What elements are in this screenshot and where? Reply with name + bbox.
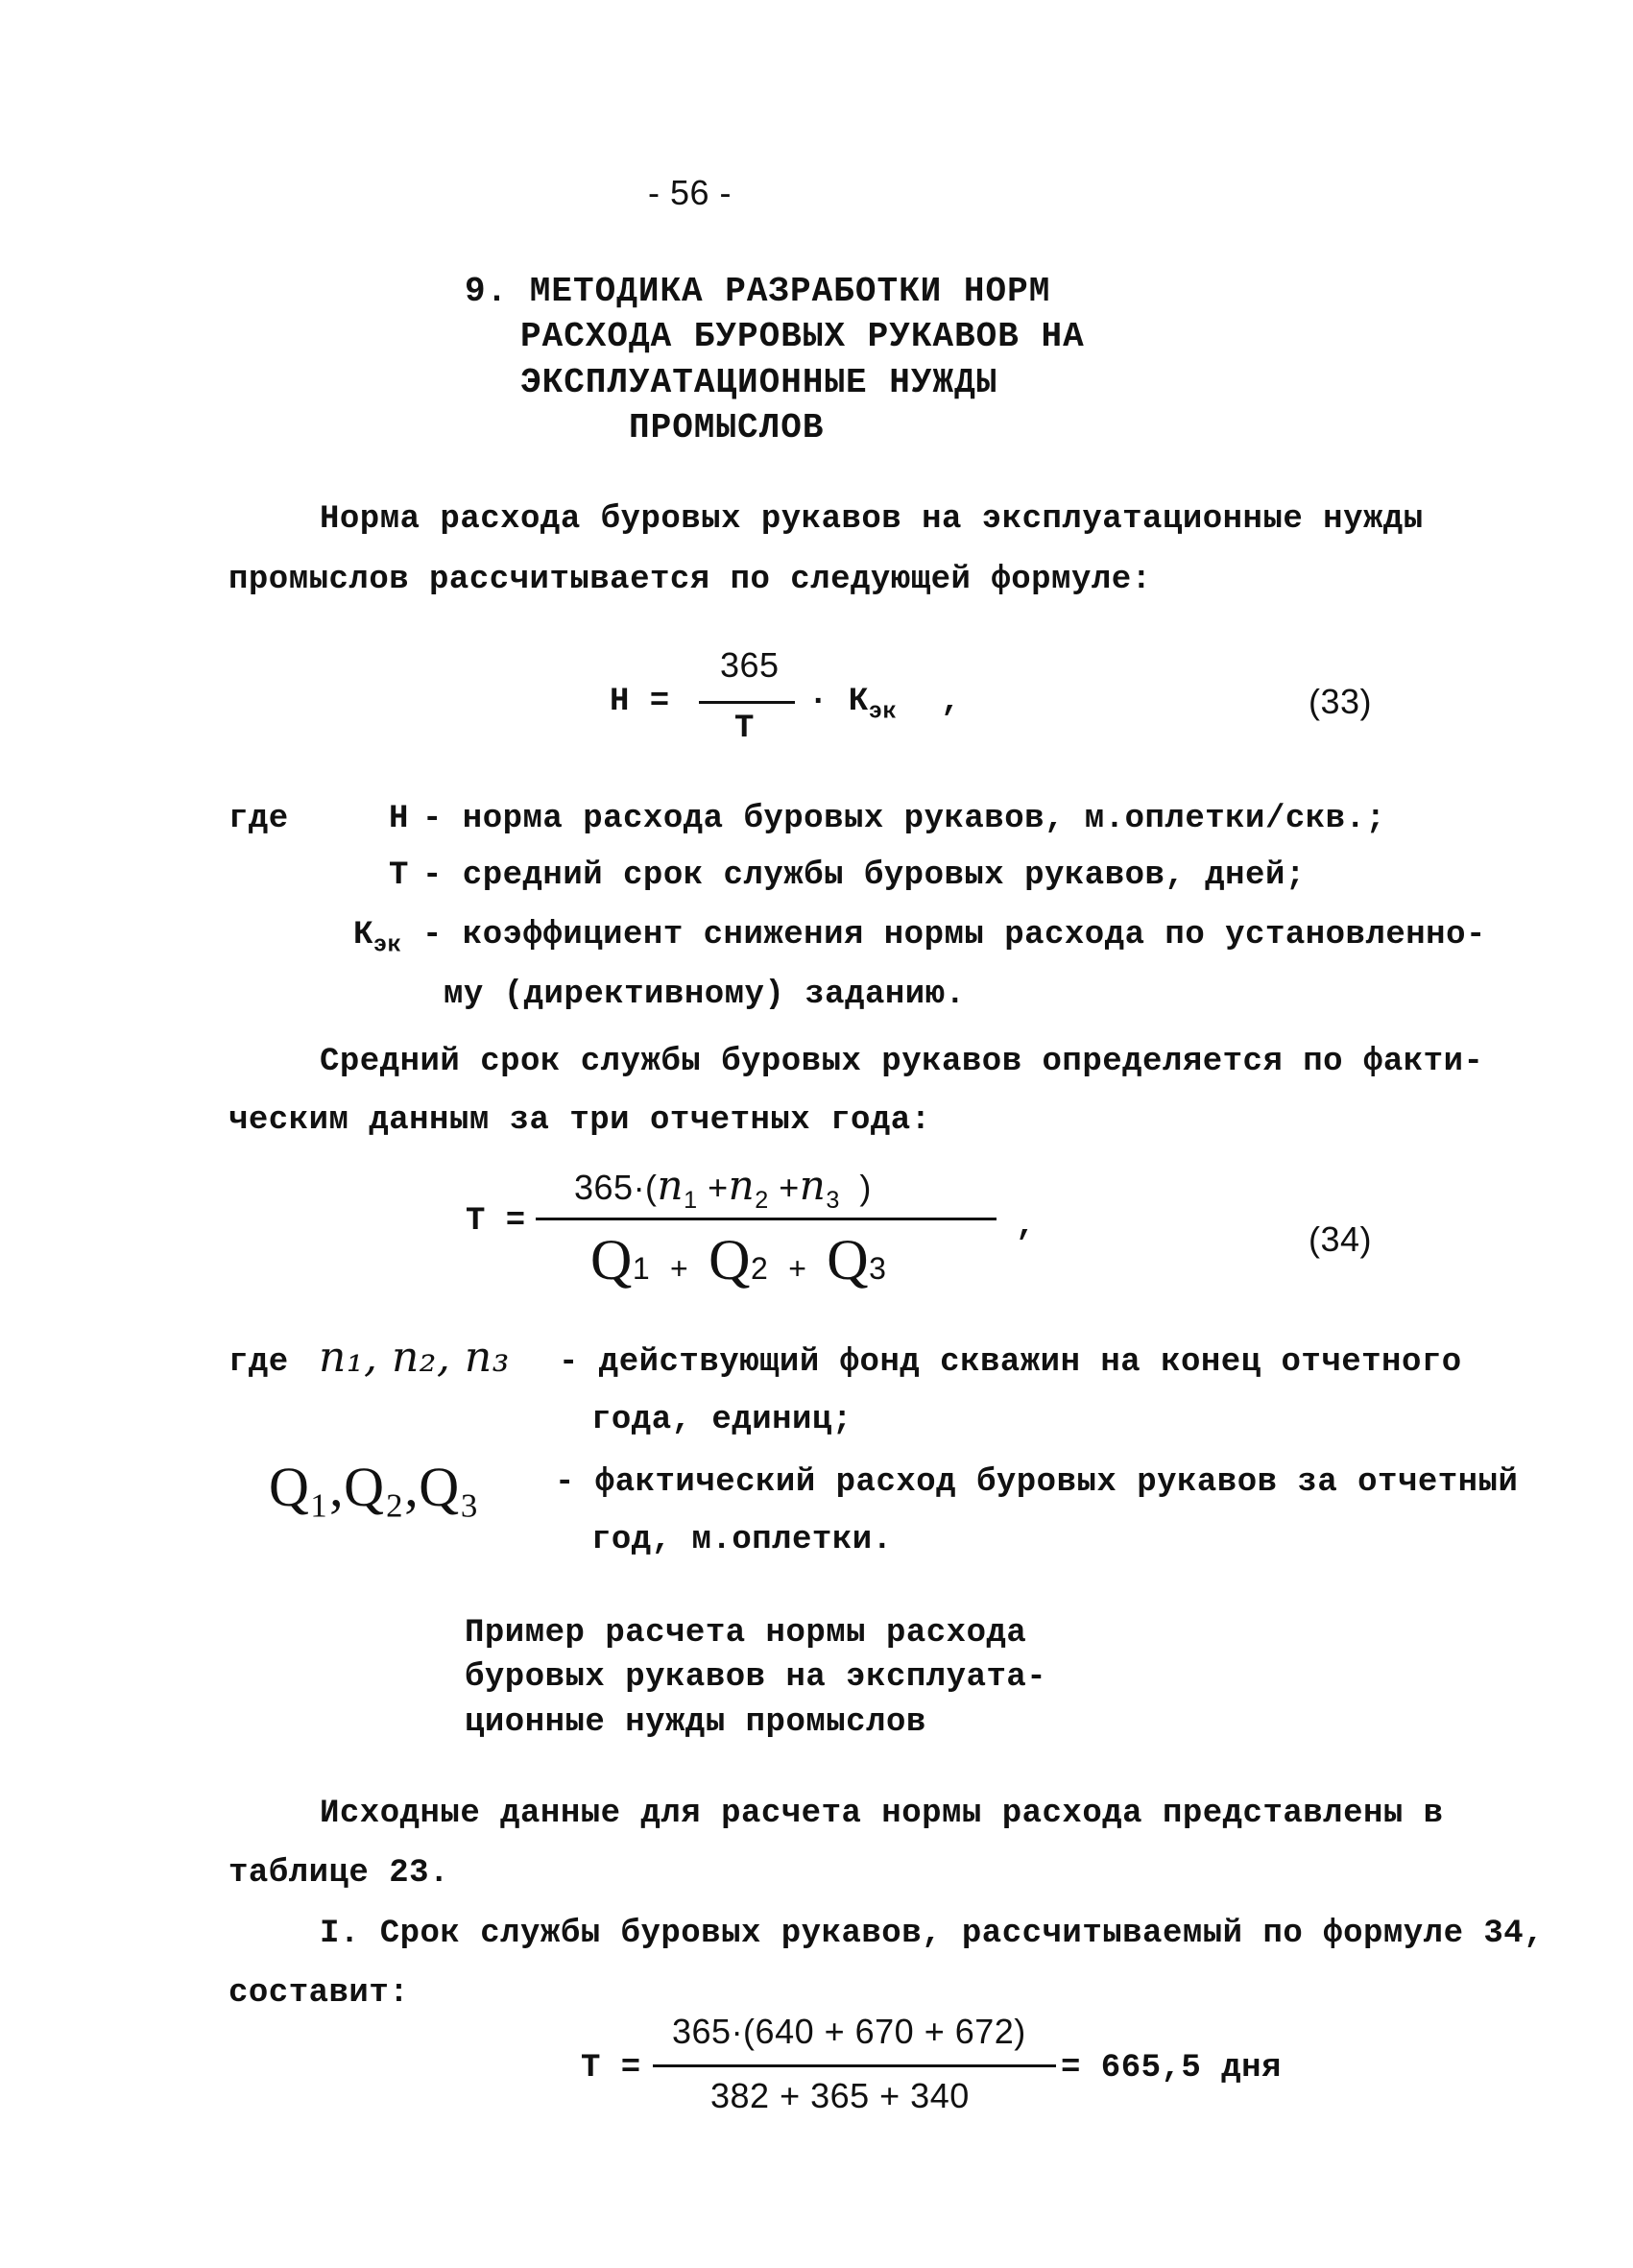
formula-34-n2: n — [728, 1162, 756, 1209]
formula-34-q3: Q — [827, 1228, 870, 1291]
definitions-33-k-text-cont: му (директивному) заданию. — [444, 977, 966, 1013]
formula-34-dplus-2: + — [788, 1251, 807, 1286]
formula-34-numerator — [574, 1162, 872, 1215]
definitions-33-where: где — [228, 801, 289, 837]
formula-34-num-prefix: 365·( — [574, 1168, 658, 1207]
definitions-33-t-text: - средний срок службы буровых рукавов, дней; — [422, 857, 1306, 894]
formula-33-factor-sub: эк — [868, 699, 898, 726]
definitions-33-h-text: - норма расхода буровых рукавов, м.оплетки/скв.; — [422, 801, 1386, 837]
formula-33-numerator: 365 — [720, 645, 780, 685]
definitions-33-t-symbol: Т — [389, 857, 409, 894]
formula-34-q2: Q — [708, 1228, 751, 1291]
formula-33-lhs: Н = — [610, 684, 670, 720]
formula-calc-lhs: Т = — [581, 2050, 641, 2087]
formula-34-num-suffix: ) — [859, 1168, 872, 1207]
formula-34-q1: Q — [590, 1228, 633, 1291]
definitions-34-q-symbols: Q₁,Q₂,Q₃ — [269, 1456, 480, 1518]
definitions-33-k-sub: эк — [372, 932, 402, 959]
definitions-33-h-symbol: Н — [389, 801, 409, 837]
section-title-line-3: ЭКСПЛУАТАЦИОННЫЕ НУЖДЫ — [520, 363, 998, 402]
para-2-line-2: ческим данным за три отчетных года: — [228, 1102, 931, 1139]
formula-calc-fraction-line — [653, 2064, 1056, 2067]
definitions-34-n-symbols: n₁, n₂, n₃ — [319, 1333, 510, 1382]
formula-34-q2-sub: 2 — [750, 1251, 769, 1286]
example-heading-line-3: ционные нужды промыслов — [465, 1704, 926, 1741]
page-number: - 56 - — [648, 173, 732, 212]
para-3-line-2: таблице 23. — [228, 1855, 449, 1892]
formula-34-n3-sub: 3 — [826, 1186, 840, 1214]
formula-34-n1: n — [657, 1162, 684, 1209]
formula-calc-denominator: 382 + 365 + 340 — [710, 2076, 970, 2115]
intro-line-2: промыслов рассчитывается по следующей формуле: — [228, 562, 1152, 598]
section-title-line-2: РАСХОДА БУРОВЫХ РУКАВОВ НА — [520, 317, 1085, 356]
formula-33-factor — [808, 684, 897, 725]
definitions-34-q-text: - фактический расход буровых рукавов за отчетный — [555, 1464, 1519, 1501]
formula-34-comma: , — [1016, 1208, 1036, 1244]
formula-33-comma: , — [941, 684, 961, 720]
formula-34-fraction-line — [536, 1218, 997, 1220]
formula-34-plus-2: + — [779, 1168, 800, 1207]
para-4-line-1: I. Срок службы буровых рукавов, рассчитываемый по формуле 34, — [320, 1916, 1545, 1952]
formula-34-n2-sub: 2 — [755, 1186, 769, 1214]
formula-34-q1-sub: 1 — [632, 1251, 651, 1286]
formula-34-lhs: Т = — [466, 1203, 526, 1240]
para-2-line-1: Средний срок службы буровых рукавов определяется по факти- — [320, 1044, 1484, 1080]
section-title-line-1: 9. МЕТОДИКА РАЗРАБОТКИ НОРМ — [465, 272, 1051, 311]
formula-34-n1-sub: 1 — [684, 1186, 698, 1214]
example-heading-line-1: Пример расчета нормы расхода — [465, 1615, 1027, 1652]
formula-33-denominator: Т — [734, 711, 755, 747]
definitions-33-k-letter: К — [353, 917, 373, 953]
formula-33-number: (33) — [1309, 682, 1373, 721]
definitions-33-k-text: - коэффициент снижения нормы расхода по установленно- — [422, 917, 1486, 953]
formula-34-denominator — [590, 1227, 886, 1293]
formula-34-number: (34) — [1309, 1219, 1373, 1259]
definitions-34-n-text-cont: года, единиц; — [591, 1402, 853, 1438]
formula-calc-numerator: 365·(640 + 670 + 672) — [672, 2012, 1026, 2051]
definitions-34-where: где — [228, 1344, 289, 1381]
definitions-33-k-symbol — [353, 917, 401, 958]
formula-33-fraction-line — [699, 701, 795, 704]
formula-33-factor-k: · К — [808, 684, 869, 720]
formula-34-plus-1: + — [708, 1168, 729, 1207]
formula-calc-result: = 665,5 дня — [1061, 2050, 1282, 2087]
section-title-line-4: ПРОМЫСЛОВ — [629, 408, 825, 447]
formula-34-dplus-1: + — [670, 1251, 689, 1286]
intro-line-1: Норма расхода буровых рукавов на эксплуатационные нужды — [320, 501, 1424, 538]
para-4-line-2: составит: — [228, 1975, 410, 2012]
formula-34-q3-sub: 3 — [869, 1251, 887, 1286]
definitions-34-n-text: - действующий фонд скважин на конец отчетного — [559, 1344, 1462, 1381]
example-heading-line-2: буровых рукавов на эксплуата- — [465, 1659, 1047, 1696]
definitions-34-q-text-cont: год, м.оплетки. — [591, 1522, 893, 1558]
formula-34-n3: n — [799, 1162, 827, 1209]
para-3-line-1: Исходные данные для расчета нормы расхода представлены в — [320, 1796, 1444, 1832]
